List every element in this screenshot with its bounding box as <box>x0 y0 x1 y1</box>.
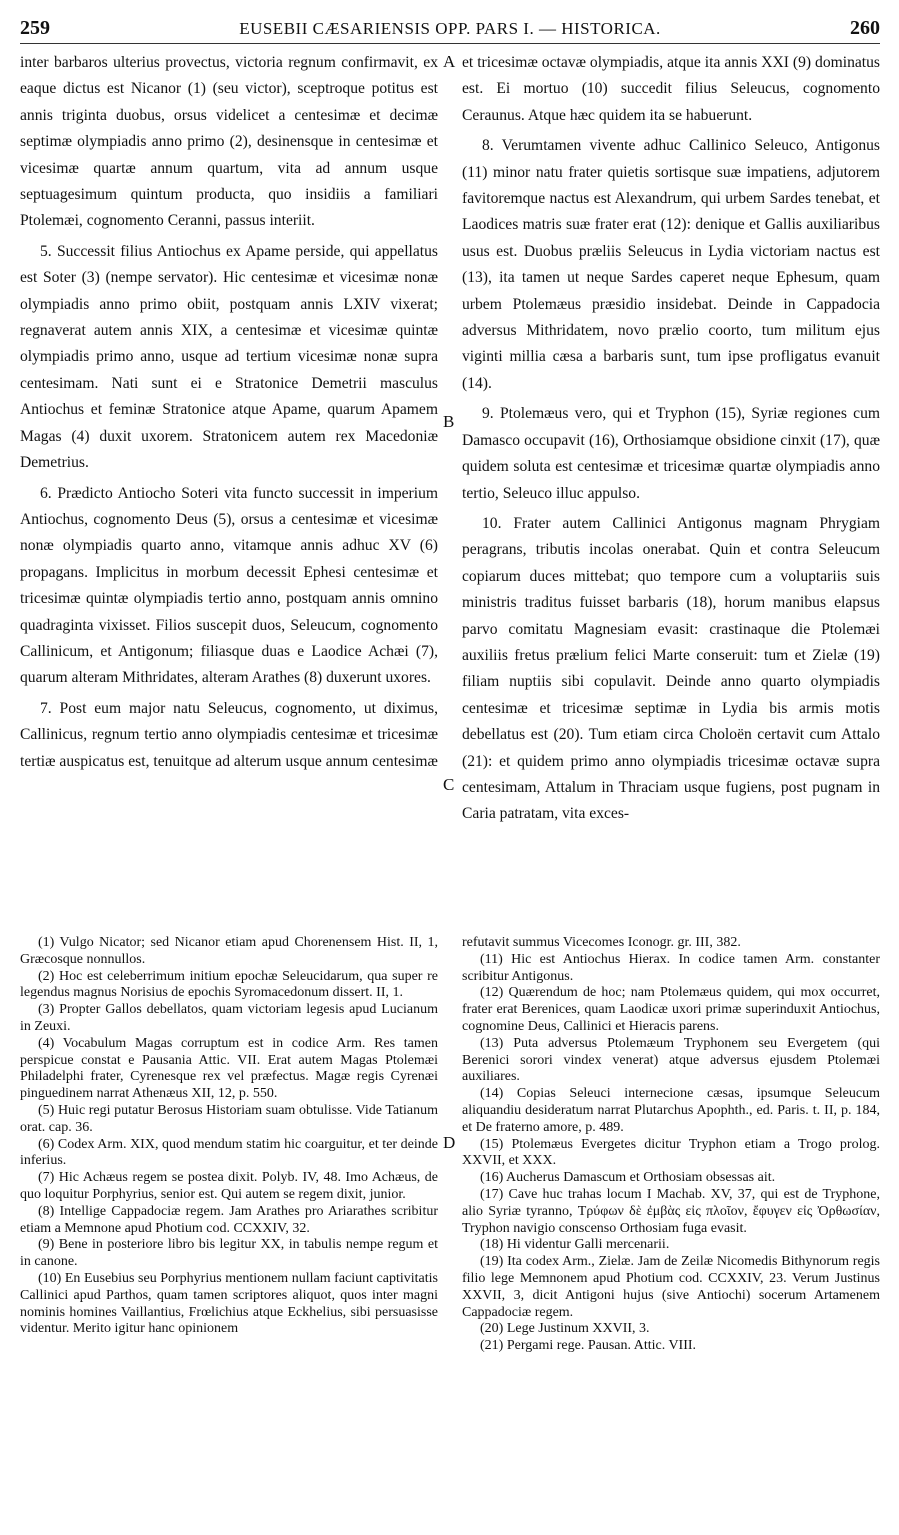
page-number-left: 259 <box>20 17 50 39</box>
footnote: (10) En Eusebius seu Porphyrius mentionem nullam faciunt captivitatis Callinici apud Parthos, quam tamen scriptores aliquot, quos inter magni nominis homines Vaillantius, Frœlichius atque Eckhelius, sibi persuasisse videntur. Merito igitur hanc opinionem <box>20 1270 438 1337</box>
footnote: (4) Vocabulum Magas corruptum est in codice Arm. Res tamen perspicue constat e Pausania Attic. VII. Erat autem Magas Ptolemæi Philadelphi frater, Cyrenesque rex vel præfectus. Magæ regis Cyrenæi pinguedinem narrat Athenæus XII, 12, p. 550. <box>20 1035 438 1102</box>
footnote: (19) Ita codex Arm., Zielæ. Jam de Zeilæ Nicomedis Bithynorum regis filio lege Memnonem apud Photium cod. CCXXIV, 23. Verum Justinus XXVII, 3, dicit Antigoni hujus (sive Antiochi) socerum Artamenem Cappadociæ regem. <box>462 1254 880 1320</box>
footnote: (11) Hic est Antiochus Hierax. In codice tamen Arm. constanter scribitur Antigonus. <box>462 951 880 984</box>
paragraph-7-continued: et tricesimæ octavæ olympiadis, atque ita annis XXI (9) dominatus est. Ei mortuo (10) succedit filius Seleucus, cognomento Ceraunus. Atque hæc quidem ita se habuerunt. <box>462 54 880 124</box>
footnote: (18) Hi videntur Galli mercenarii. <box>480 1237 670 1253</box>
footnote: (21) Pergami rege. Pausan. Attic. VIII. <box>480 1338 697 1354</box>
main-text-left-column <box>20 50 438 775</box>
footnote: (20) Lege Justinum XXVII, 3. <box>480 1321 650 1337</box>
paragraph-10: 10. Frater autem Callinici Antigonus magnam Phrygiam peragrans, tributis incolas onerabat. Quin et contra Seleucum copiarum duces mittebat; quo tempore cum a voluptariis suis ministris traditus fuisset barbaris (18), horum manibus elapsus parvo comitatu Magnesiam evasit: crastinaque die Ptolemæi auxiliis fretus prælium felici Marte conseruit: tum et Zielæ (19) filiam nuptiis sibi copulavit. Deinde anno quarto olympiadis centesimæ et tricesimæ septimæ in Lydia bis armis motis debellatus est (20). Tum etiam circa Choloën certavit cum Attalo (21): et quidem primo anno olympiadis tricesimæ octavæ supra centesimam, Attalum in Thraciam usque fugiens, post pugnam in Caria patratam, vita exces- <box>462 514 880 823</box>
margin-letter-c: C <box>443 775 455 794</box>
footnote: (2) Hoc est celeberrimum initium epochæ Seleucidarum, qua super re legendus magnus Norisius de epochis Syromacedonum dissert. II, 1. <box>20 968 438 1001</box>
paragraph-9: 9. Ptolemæus vero, qui et Tryphon (15), Syriæ regiones cum Damasco occupavit (16), Orthosiamque obsidione cinxit (17), quæ quidem soluta est centesimæ et tricesimæ quartæ olympiadis anno tertio, Seleuco illuc appulso. <box>462 405 880 502</box>
footnote: (9) Bene in posteriore libro bis legitur XX, in tabulis nempe regum et in canone. <box>20 1237 438 1270</box>
footnote: (8) Intellige Cappadociæ regem. Jam Arathes pro Ariarathes scribitur etiam a Memnone apud Photium cod. CCXXIV, 32. <box>20 1203 438 1236</box>
main-text-right-column <box>462 50 880 828</box>
footnote: (5) Huic regi putatur Berosus Historiam suam obtulisse. Vide Tatianum orat. cap. 36. <box>20 1102 438 1135</box>
paragraph-continued: inter barbaros ulterius provectus, victoria regnum confirmavit, ex eaque dictus est Nicanor (1) (seu victor), sceptroque potitus est annis triginta duobus, orsus videlicet a centesimæ et decimæ septimæ olympiadis anno primo (2), desinensque in centesimæ et vicesimæ quartæ annum quartum, vita ad annum usque septuagesimum quintum producta, quo insidiis a familiari Ptolemæi, cognomento Ceranni, passus interiit. <box>20 54 438 230</box>
footnotes-right-column <box>462 935 880 1355</box>
margin-letter-a: A <box>443 52 456 71</box>
footnote: (3) Propter Gallos debellatos, quam victoriam legesis apud Lucianum in Zeuxi. <box>20 1002 438 1034</box>
footnote: (17) Cave huc trahas locum I Machab. XV, 37, qui est de Tryphone, alio Syriæ tyranno, Τρύφων δὲ ἐμβὰς εἰς πλοῖον, ἔφυγεν εἰς Ὀρθωσίαν, Tryphon navigio conscenso Orthosiam fuga evasit. <box>462 1186 880 1236</box>
footnote: (16) Aucherus Damascum et Orthosiam obsessas ait. <box>480 1170 776 1186</box>
page-number-right: 260 <box>850 17 880 39</box>
footnote: (7) Hic Achæus regem se postea dixit. Polyb. IV, 48. Imo Achæus, de quo loquitur Porphyrius, senior est. Qui autem se regem dixit, junior. <box>20 1170 438 1202</box>
margin-letter-b: B <box>443 412 455 431</box>
footnote: (15) Ptolemæus Evergetes dicitur Tryphon etiam a Trogo prolog. XXVII, et XXX. <box>462 1136 880 1169</box>
footnote-continued: refutavit summus Vicecomes Iconogr. gr. III, 382. <box>462 935 741 950</box>
footnote: (1) Vulgo Nicator; sed Nicanor etiam apud Chorenensem Hist. II, 1, Græcosque nonnullos. <box>20 935 438 967</box>
footnote: (14) Copias Seleuci internecione cæsas, ipsumque Seleucum aliquandiu desideratum narrat Plutarchus Apophth., ed. Paris. t. II, p. 184, et De fraterno amore, p. 489. <box>462 1086 880 1135</box>
margin-letter-d: D <box>443 1133 456 1152</box>
running-header <box>20 17 880 44</box>
paragraph-5: 5. Successit filius Antiochus ex Apame perside, qui appellatus est Soter (3) (nempe servator). Hic centesimæ et vicesimæ nonæ olympiadis anno primo obiit, postquam annis LXIV vixerat; regnaverat autem annis XIX, a centesimæ et vicesimæ quintæ olympiadis primo anno, usque ad tertium vicesimæ nonæ supra centesimam. Nati sunt ei e Stratonice Demetrii masculus Antiochus et feminæ Stratonice atque Apame, quarum Apamem Magas (4) duxit uxorem. Stratonicem autem rex Macedoniæ Demetrius. <box>20 242 438 472</box>
footnote: (13) Puta adversus Ptolemæum Tryphonem seu Evergetem (qui Berenici sorori vindex venerat) atque adversus ejusdem Ptolemæi auxiliares. <box>462 1035 880 1085</box>
footnotes-left-column <box>20 935 438 1338</box>
footnote: (6) Codex Arm. XIX, quod mendum statim hic coarguitur, et ter deinde inferius. <box>20 1136 438 1169</box>
paragraph-7: 7. Post eum major natu Seleucus, cognomento, ut diximus, Callinicus, regnum tertio anno olympiadis centesimæ et tricesimæ tertiæ auspicatus est, tenuitque ad alterum usque annum centesimæ <box>20 699 438 770</box>
paragraph-8: 8. Verumtamen vivente adhuc Callinico Seleuco, Antigonus (11) minor natu frater quietis sortisque suæ impatiens, adjutorem favitoremque nactus est Alexandrum, qui urbem Sardes tenebat, et Laodices matris suæ frater erat (12): denique et Gallis auxiliaribus usus est. Duobus præliis Seleucus in Lydia victoriam nactus est (13), ita tamen ut neque Sardes caperet neque Ephesum, quam urbem Ptolemæus præsidio insidebat. Deinde in Cappadocia adversus Mithridatem, novo prælio coorto, tum militum ejus viginti millia cæsa a barbaris sunt, tum ipse profligatus evanuit (14). <box>462 137 880 392</box>
footnote: (12) Quærendum de hoc; nam Ptolemæus quidem, qui mox occurret, frater erat Berenices, quam Laodicæ uxori primæ superinduxit Antiochus, cognomine Deus, Callinici et Hieracis parens. <box>462 985 880 1034</box>
paragraph-6: 6. Prædicto Antiocho Soteri vita functo successit in imperium Antiochus, cognomento Deus (5), orsus a centesimæ et vicesimæ nonæ olympiadis quarto anno, vitamque annis adhuc XV (6) propagans. Implicitus in morbum decessit Ephesi centesimæ et tricesimæ quintæ olympiadis tertio anno, postquam annis omnino quadraginta vixisset. Filios suscepit duos, Seleucum, cognomento Callinicum, et Antigonum; filiasque duas e Laodice Achæi (7), quarum alteram Mithridates, alteram Arathes (8) duxerunt uxores. <box>20 484 438 687</box>
running-title: EUSEBII CÆSARIENSIS OPP. PARS I. — HISTORICA. <box>239 19 661 38</box>
